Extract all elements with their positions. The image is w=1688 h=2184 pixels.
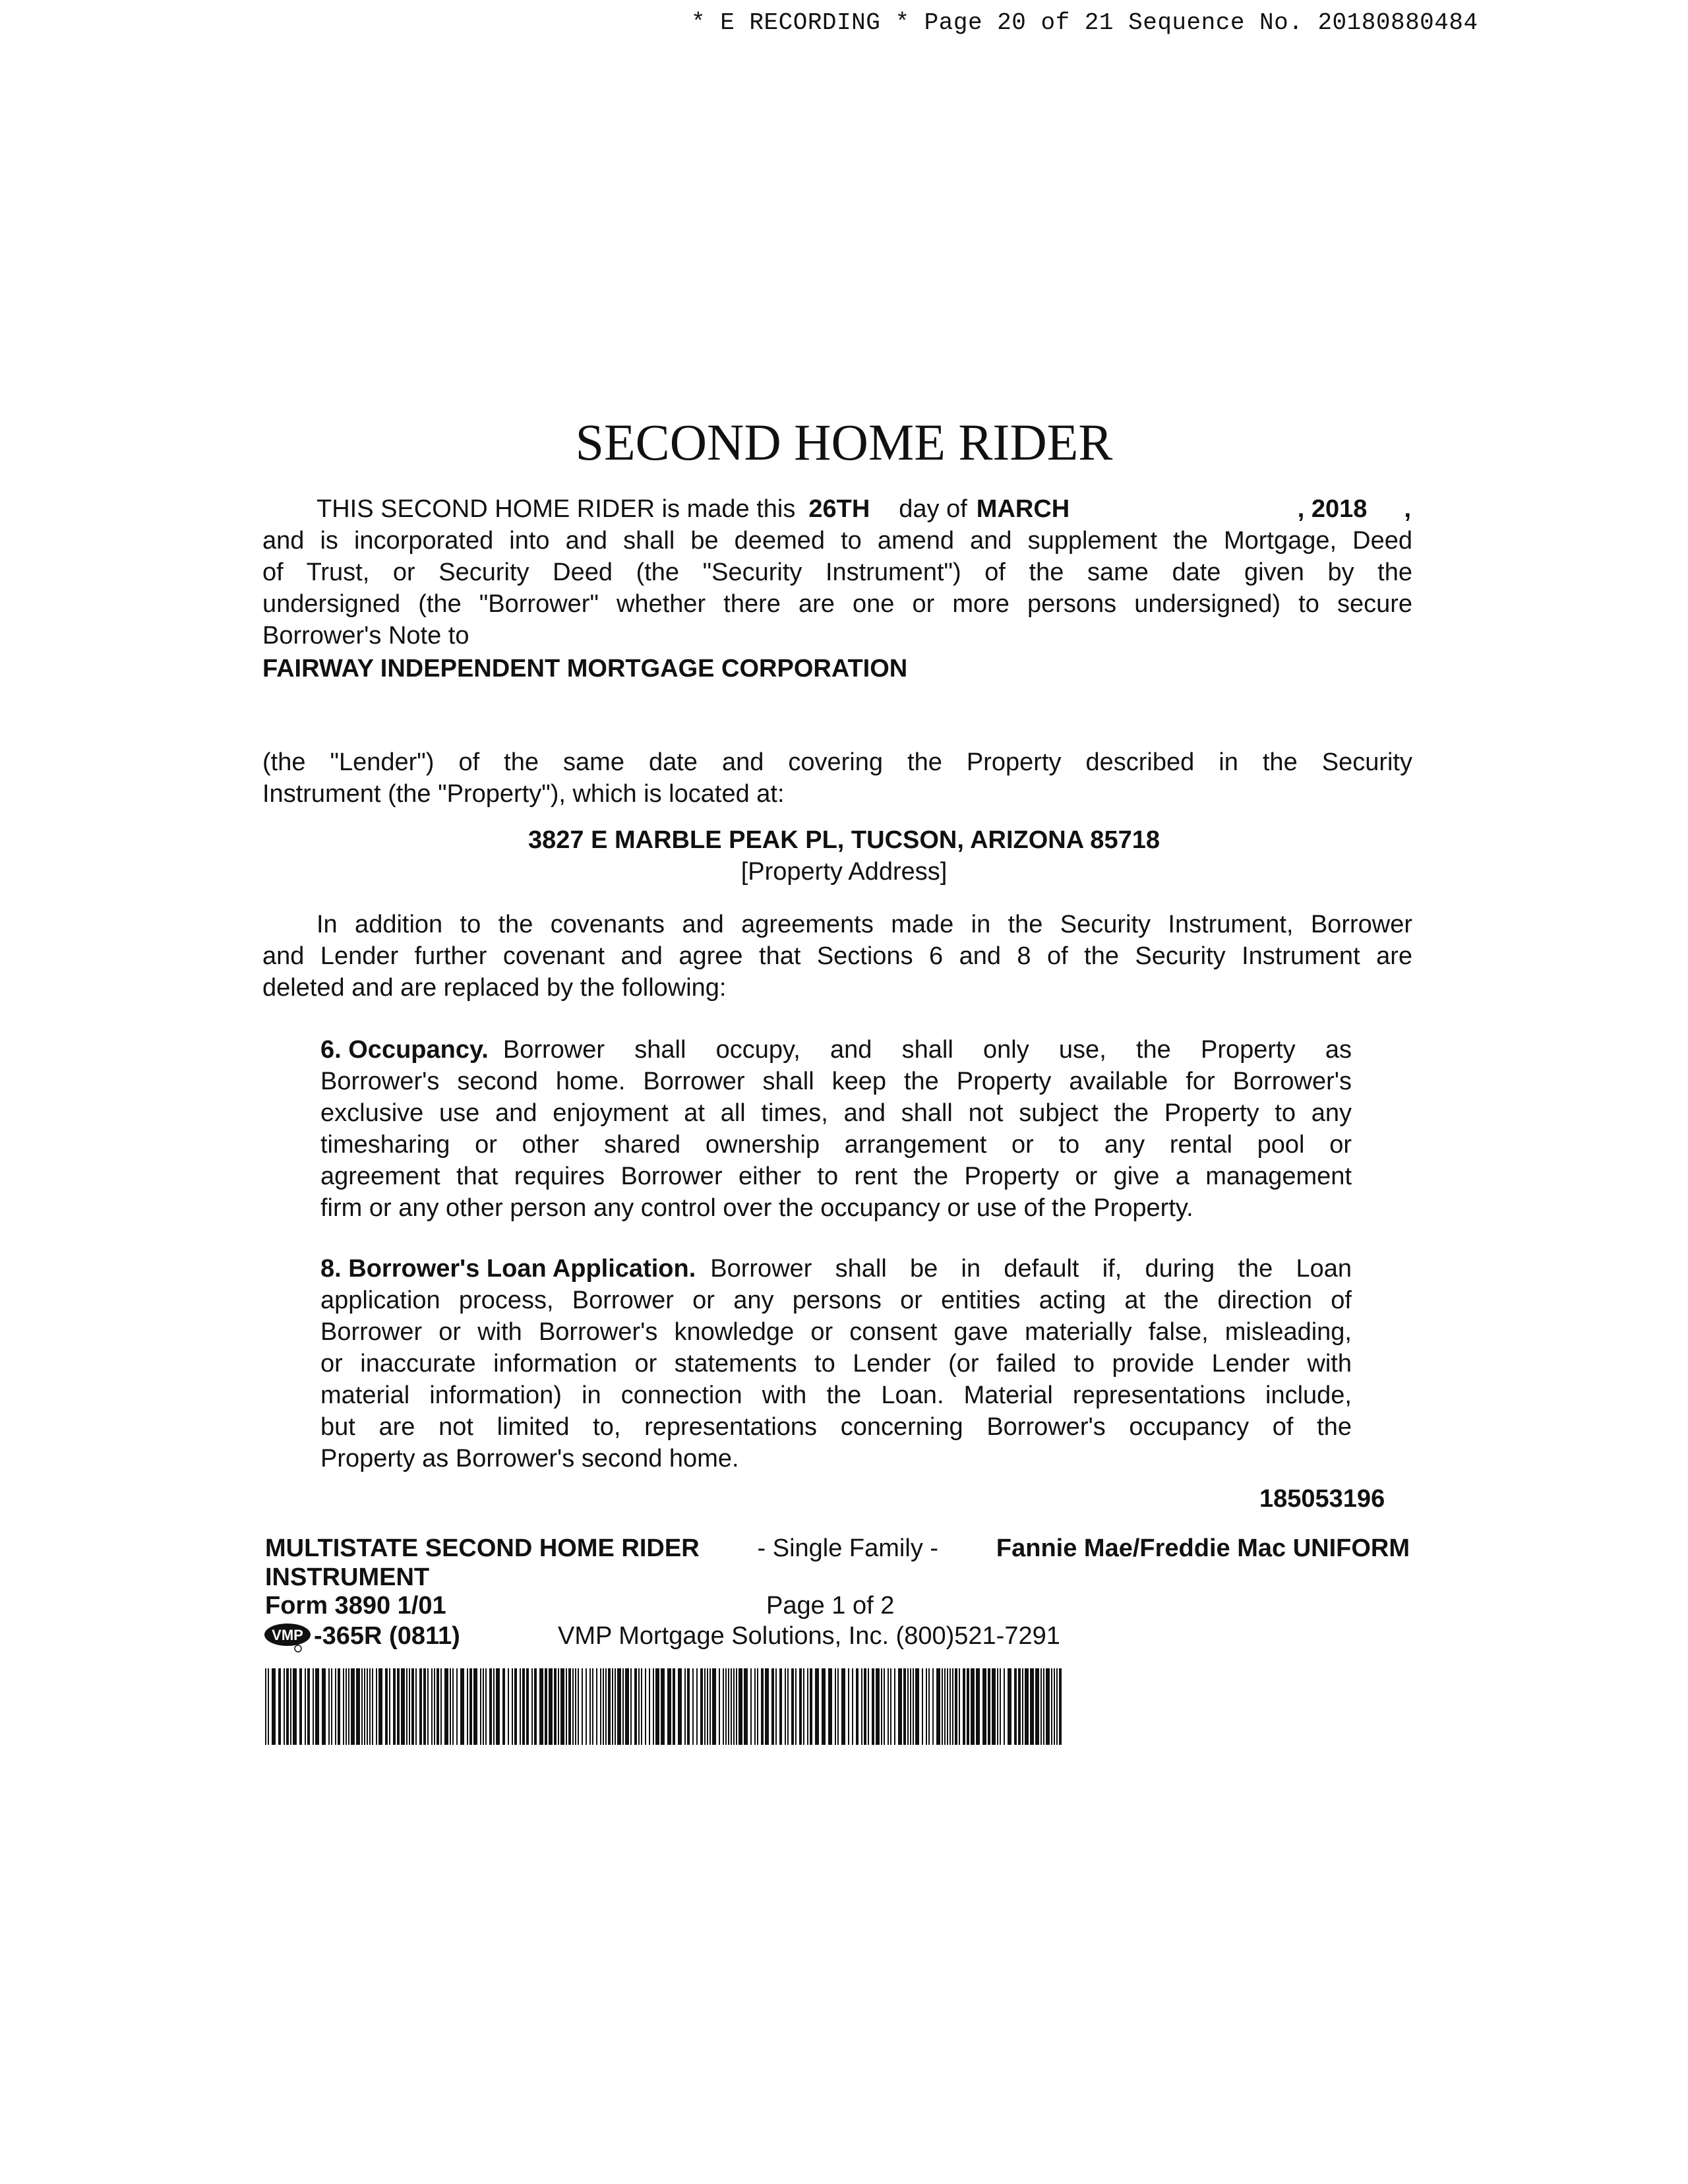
form-footer-title bbox=[265, 1534, 1410, 1592]
lender-clause-line: Instrument (the "Property"), which is located at: bbox=[262, 780, 785, 808]
intro-line: undersigned (the "Borrower" whether there are one or more persons undersigned) to secure bbox=[262, 590, 1412, 618]
loan-number: 185053196 bbox=[1259, 1485, 1385, 1513]
vmp-logo-text: VMP bbox=[272, 1627, 303, 1643]
lender-name: FAIRWAY INDEPENDENT MORTGAGE CORPORATION bbox=[262, 655, 908, 682]
intro-comma: , bbox=[1404, 495, 1411, 523]
day-of-label: day of bbox=[899, 495, 967, 523]
property-address-label: [Property Address] bbox=[740, 858, 948, 886]
section-occupancy-first-line bbox=[320, 1034, 1352, 1066]
section-line: application process, Borrower or any persons or entities acting at the direction of bbox=[320, 1287, 1352, 1314]
intro-line: Borrower's Note to bbox=[262, 622, 469, 650]
form-footer-title-part: - Single Family - bbox=[750, 1534, 946, 1562]
lender-clause bbox=[262, 746, 1412, 810]
section-line: firm or any other person any control over the occupancy or use of the Property. bbox=[320, 1194, 1193, 1222]
section-line: timesharing or other shared ownership arrangement or to any rental pool or bbox=[320, 1131, 1352, 1159]
rider-day: 26TH bbox=[808, 495, 870, 523]
section-line: exclusive use and enjoyment at all times, and shall not subject the Property to any bbox=[320, 1099, 1352, 1127]
rider-year: , 2018 bbox=[1297, 495, 1368, 523]
intro-line: and is incorporated into and shall be deemed to amend and supplement the Mortgage, Deed bbox=[262, 527, 1412, 555]
section-loan-application-first-line bbox=[320, 1253, 1352, 1285]
section-line: Property as Borrower's second home. bbox=[320, 1445, 739, 1472]
page-number: Page 1 of 2 bbox=[766, 1592, 895, 1620]
intro-paragraph bbox=[262, 525, 1412, 652]
form-footer-title-part: MULTISTATE SECOND HOME RIDER bbox=[265, 1534, 700, 1562]
section-line: Borrower shall be in default if, during the Loan bbox=[710, 1255, 1352, 1283]
section-line: Borrower shall occupy, and shall only use, the Property as bbox=[502, 1036, 1352, 1064]
intro-first-line bbox=[316, 493, 1411, 525]
section-occupancy-heading: 6. Occupancy. bbox=[320, 1036, 489, 1064]
section-line: but are not limited to, representations concerning Borrower's occupancy of the bbox=[320, 1413, 1352, 1441]
intro-line: of Trust, or Security Deed (the "Security Instrument") of the same date given by the bbox=[262, 559, 1412, 586]
section-occupancy bbox=[320, 1034, 1352, 1224]
covenants-line: deleted and are replaced by the following: bbox=[262, 974, 727, 1002]
section-line: Borrower or with Borrower's knowledge or consent gave materially false, misleading, bbox=[320, 1318, 1352, 1346]
rider-month: MARCH bbox=[976, 495, 1070, 523]
lender-clause-line: (the "Lender") of the same date and covering the Property described in the Security bbox=[262, 748, 1412, 776]
property-address: 3827 E MARBLE PEAK PL, TUCSON, ARIZONA 85718 bbox=[528, 826, 1160, 854]
section-line: material information) in connection with the Loan. Material representations include, bbox=[320, 1381, 1352, 1409]
vmp-company-info: VMP Mortgage Solutions, Inc. (800)521-7291 bbox=[558, 1622, 1060, 1650]
covenants-paragraph bbox=[262, 940, 1412, 1004]
form-number: Form 3890 1/01 bbox=[265, 1592, 446, 1620]
barcode bbox=[265, 1668, 1066, 1745]
page-title: SECOND HOME RIDER bbox=[575, 413, 1113, 471]
form-footer-title-part: Fannie Mae/Freddie Mac UNIFORM bbox=[996, 1534, 1410, 1562]
section-line: Borrower's second home. Borrower shall keep the Property available for Borrower's bbox=[320, 1068, 1352, 1095]
section-line: or inaccurate information or statements to Lender (or failed to provide Lender with bbox=[320, 1350, 1352, 1378]
section-loan-application-heading: 8. Borrower's Loan Application. bbox=[320, 1255, 696, 1283]
covenants-line: and Lender further covenant and agree that Sections 6 and 8 of the Security Instrument are bbox=[262, 942, 1412, 970]
section-line: agreement that requires Borrower either to rent the Property or give a management bbox=[320, 1163, 1352, 1190]
covenants-first-line: In addition to the covenants and agreements made in the Security Instrument, Borrower bbox=[316, 911, 1412, 938]
vmp-logo bbox=[264, 1622, 313, 1647]
intro-lead-text: THIS SECOND HOME RIDER is made this bbox=[316, 495, 796, 523]
vmp-form-code: -365R (0811) bbox=[314, 1622, 460, 1650]
form-footer-title-line2: INSTRUMENT bbox=[265, 1563, 430, 1591]
section-loan-application bbox=[320, 1253, 1352, 1474]
recording-header: * E RECORDING * Page 20 of 21 Sequence No. 20180880484 bbox=[691, 9, 1478, 36]
